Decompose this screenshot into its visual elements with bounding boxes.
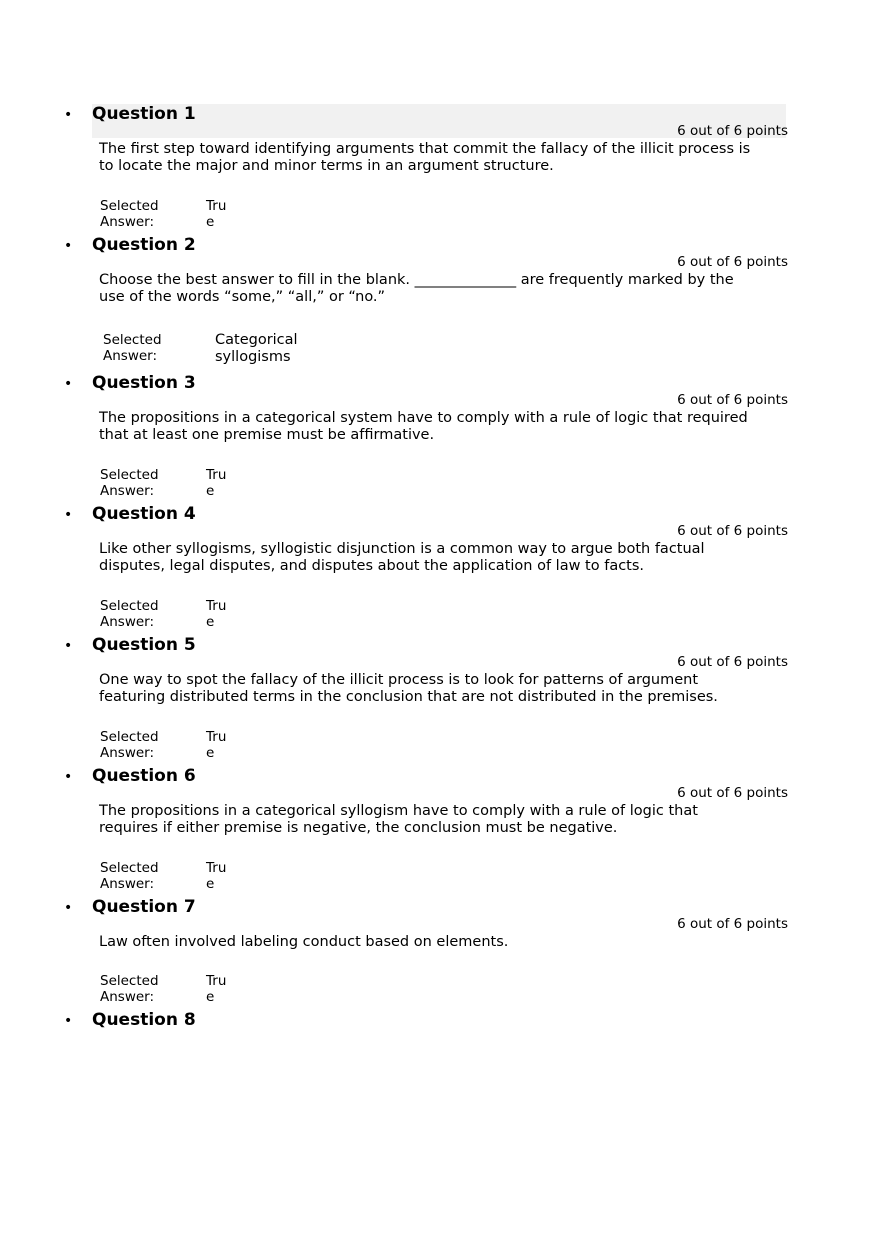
question-text: Like other syllogisms, syllogistic disjunction is a common way to argue both factual disputes, legal disputes, and disputes about the application of law to facts. — [99, 541, 705, 574]
selected-answer-label: Selected Answer: — [100, 860, 159, 892]
question-text: Law often involved labeling conduct based on elements. — [99, 934, 509, 950]
bullet-icon: • — [64, 507, 73, 523]
question-title: Question 1 — [92, 104, 196, 124]
question-title: Question 6 — [92, 766, 196, 786]
question-text: The propositions in a categorical system have to comply with a rule of logic that required that at least one premise must be afﬁrmative. — [99, 410, 748, 443]
points-label: 6 out of 6 points — [677, 392, 788, 408]
points-label: 6 out of 6 points — [677, 523, 788, 539]
bullet-icon: • — [64, 638, 73, 654]
points-label: 6 out of 6 points — [677, 654, 788, 670]
points-label: 6 out of 6 points — [677, 916, 788, 932]
question-text: The propositions in a categorical syllogism have to comply with a rule of logic that requires if either premise is negative, the conclusion must be negative. — [99, 803, 698, 836]
selected-answer-value: True — [206, 973, 227, 1005]
bullet-icon: • — [64, 376, 73, 392]
selected-answer-value: Categorical syllogisms — [215, 332, 298, 365]
selected-answer-value: True — [206, 198, 227, 230]
bullet-icon: • — [64, 107, 73, 123]
selected-answer-label: Selected Answer: — [100, 973, 159, 1005]
selected-answer-value: True — [206, 598, 227, 630]
selected-answer-label: Selected Answer: — [103, 332, 162, 364]
bullet-icon: • — [64, 1013, 73, 1029]
points-label: 6 out of 6 points — [677, 123, 788, 139]
question-text: Choose the best answer to fill in the blank. ______________ are frequently marked by the use of the words “some,” “all,” or “no.” — [99, 272, 734, 305]
selected-answer-label: Selected Answer: — [100, 729, 159, 761]
question-title: Question 4 — [92, 504, 196, 524]
question-title: Question 2 — [92, 235, 196, 255]
points-label: 6 out of 6 points — [677, 254, 788, 270]
selected-answer-label: Selected Answer: — [100, 598, 159, 630]
selected-answer-value: True — [206, 467, 227, 499]
selected-answer-label: Selected Answer: — [100, 198, 159, 230]
question-text: One way to spot the fallacy of the illicit process is to look for patterns of argument featuring distributed terms in the conclusion that are not distributed in the premises. — [99, 672, 718, 705]
question-title: Question 5 — [92, 635, 196, 655]
question-title: Question 8 — [92, 1010, 196, 1030]
bullet-icon: • — [64, 238, 73, 254]
selected-answer-value: True — [206, 729, 227, 761]
selected-answer-label: Selected Answer: — [100, 467, 159, 499]
points-label: 6 out of 6 points — [677, 785, 788, 801]
question-title: Question 7 — [92, 897, 196, 917]
question-title: Question 3 — [92, 373, 196, 393]
bullet-icon: • — [64, 900, 73, 916]
question-text: The first step toward identifying arguments that commit the fallacy of the illicit process is to locate the major and minor terms in an argument structure. — [99, 141, 751, 174]
selected-answer-value: True — [206, 860, 227, 892]
bullet-icon: • — [64, 769, 73, 785]
